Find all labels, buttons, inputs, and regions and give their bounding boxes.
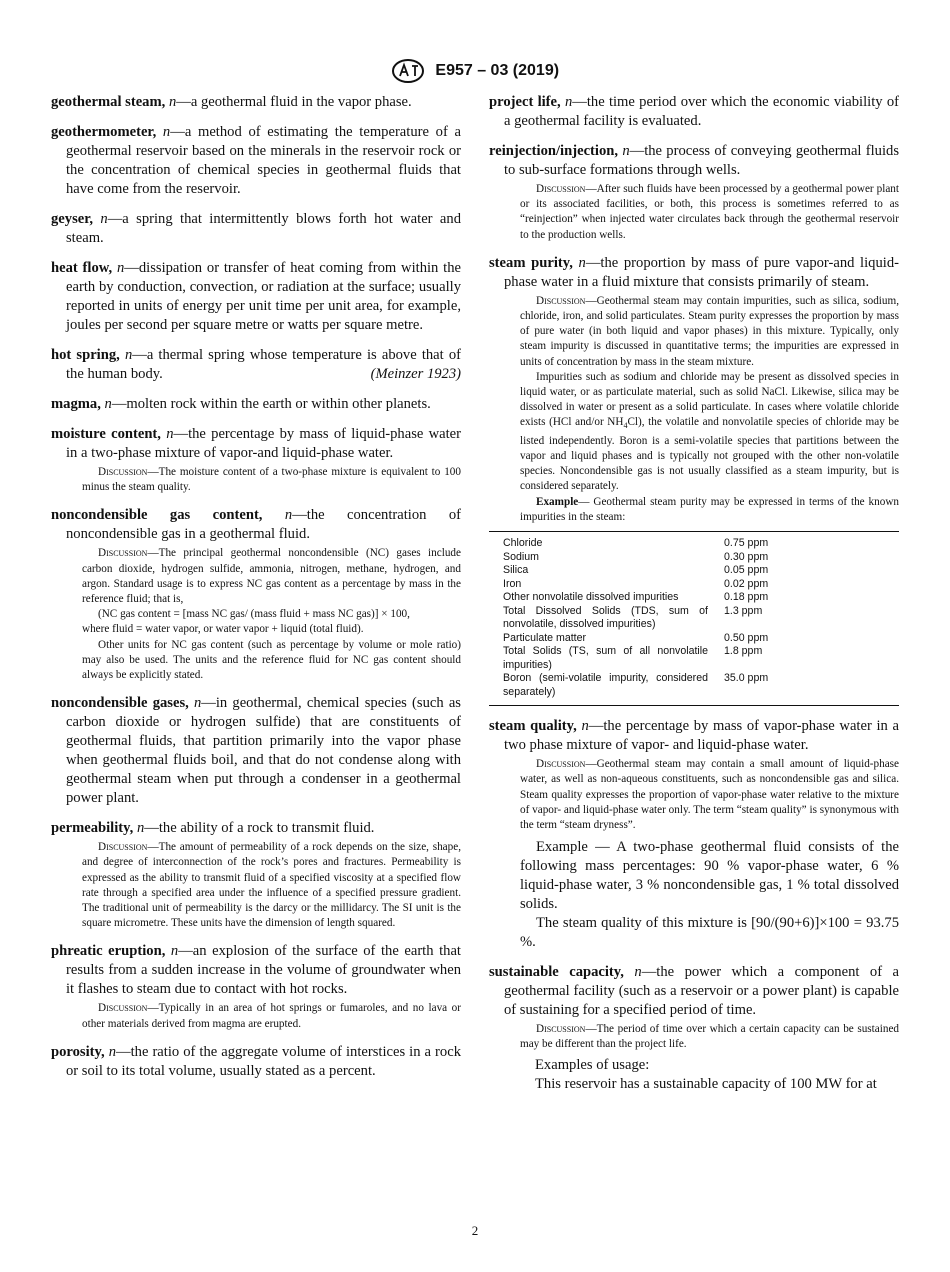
entry-geyser — [51, 210, 461, 248]
definition: —the ability of a rock to transmit fluid. — [144, 820, 375, 837]
part-of-speech: n — [104, 396, 112, 412]
part-of-speech: n — [564, 94, 573, 110]
term: permeability, — [51, 820, 134, 837]
discussion-continued — [520, 370, 899, 495]
definition: —the power which a component of a geothermal facility (such as a reservoir or a power plant) is capable of sustaining for a specified period of time. — [504, 964, 899, 1019]
impurity-value: 0.50 ppm — [724, 631, 769, 644]
entry-steam-quality — [489, 717, 899, 952]
discussion-label: Discussion — [536, 758, 586, 771]
standard-designation: E957 – 03 (2019) — [435, 62, 560, 80]
usage-heading: Examples of usage: — [535, 1056, 650, 1073]
discussion-label: Discussion — [98, 1002, 148, 1015]
term: geothermal steam, — [51, 94, 166, 110]
impurity-name: Iron — [503, 577, 522, 590]
definition: —the percentage by mass of vapor-phase water in a two phase mixture of vapor- and liquid-phase water. — [504, 718, 899, 754]
impurity-name: Other nonvolatile dissolved impurities — [503, 591, 679, 604]
formula-where: where fluid = water vapor, or water vapor + liquid (total fluid). — [82, 623, 364, 636]
part-of-speech: n — [108, 1043, 116, 1060]
part-of-speech: n — [634, 964, 642, 981]
part-of-speech: n — [284, 507, 293, 524]
discussion-text-a: Impurities such as sodium and chloride may be present as dissolved species in liquid water, or as particulate material, such as solid NaCl. Likewise, silica may be dissolved in water or present as a solid particulate. In cases where volatile chloride exists (HCl and/or NH — [520, 370, 899, 429]
term: heat flow, — [51, 260, 113, 276]
definition: —a geothermal fluid in the vapor phase. — [176, 94, 412, 110]
discussion-text: —Typically in an area of hot springs or fumaroles, and no lava or other materials derived from magma are erupted. — [82, 1002, 461, 1030]
table-row — [489, 564, 899, 578]
discussion-label: Discussion — [536, 1023, 586, 1036]
table-row — [489, 632, 899, 646]
term: noncondensible gases, — [51, 695, 189, 712]
usage-example: This reservoir has a sustainable capacity of 100 MW for at — [535, 1075, 877, 1092]
formula: (NC gas content = [mass NC gas/ (mass fluid + mass NC gas)] × 100, — [98, 608, 410, 621]
example-label: Example — [536, 495, 579, 508]
right-column — [489, 93, 899, 1105]
entry-reinjection — [489, 142, 899, 243]
discussion-text: —The principal geothermal noncondensible (NC) gases include carbon dioxide, hydrogen sulfide, ammonia, nitrogen, methane, hydrogen, and argon. Standard usage is to express NC gas content as a percentage by mass in the reference fluid; that is, — [82, 547, 461, 606]
example — [520, 495, 899, 525]
impurity-value: 1.3 ppm — [724, 604, 763, 617]
impurities-table-body — [489, 532, 899, 706]
term: noncondensible gas content, — [51, 507, 263, 524]
part-of-speech: n — [581, 718, 589, 735]
term: geyser, — [51, 211, 94, 227]
part-of-speech: n — [162, 124, 171, 140]
term: steam purity, — [489, 254, 573, 271]
definition: —molten rock within the earth or within other planets. — [111, 396, 431, 412]
definition: —a spring that intermittently blows forth hot water and steam. — [66, 211, 461, 246]
definition: —the process of conveying geothermal fluids to sub-surface formations through wells. — [504, 143, 899, 178]
discussion — [82, 1001, 461, 1031]
impurity-value: 0.18 ppm — [724, 591, 769, 604]
part-of-speech: n — [170, 943, 179, 960]
table-row — [489, 672, 899, 706]
definition: —the time period over which the economic viability of a geothermal facility is evaluated. — [504, 94, 899, 129]
impurity-value: 1.8 ppm — [724, 645, 763, 658]
discussion — [520, 294, 899, 370]
part-of-speech: n — [622, 143, 630, 159]
definition: —the ratio of the aggregate volume of interstices in a rock or soil to its total volume, usually stated as a percent. — [66, 1043, 461, 1079]
term: moisture content, — [51, 426, 161, 442]
part-of-speech: n — [136, 820, 145, 837]
discussion-text: —After such fluids have been processed by a geothermal power plant or its associated facilities, or both, this process is sometimes referred to as “reinjection” when injected water circulates back through the geothermal reservoir to the production wells. — [520, 183, 899, 241]
discussion-text: —The moisture content of a two-phase mixture is equivalent to 100 minus the steam quality. — [82, 466, 461, 494]
example-paragraph: Example — A two-phase geothermal fluid consists of the following mass percentages: 90 % vapor-phase water, 6 % liquid-phase water, 3 % noncondensible gas, 1 % total dissolved solids. — [520, 839, 899, 913]
impurity-name: Silica — [503, 564, 529, 577]
example-text: — Geothermal steam purity may be expressed in terms of the known impurities in the steam: — [520, 495, 899, 523]
part-of-speech: n — [578, 254, 586, 271]
discussion-text: —The period of time over which a certain capacity can be sustained may be different than the project life. — [520, 1023, 899, 1051]
impurity-value: 0.75 ppm — [724, 537, 769, 550]
table-row — [489, 532, 899, 551]
subscript: 4 — [623, 421, 628, 431]
part-of-speech: n — [193, 695, 202, 712]
entry-phreatic-eruption — [51, 942, 461, 1031]
impurities-table — [489, 531, 899, 706]
entry-steam-purity — [489, 254, 899, 706]
impurity-name: Total Dissolved Solids (TDS, sum of nonvolatile, dissolved impurities) — [503, 604, 708, 631]
entry-heat-flow — [51, 259, 461, 335]
part-of-speech: n — [100, 211, 108, 227]
definition: —a thermal spring whose temperature is above that of the human body. — [66, 347, 461, 382]
definition: —an explosion of the surface of the earth that results from a sudden increase in the volume of groundwater when it flashes to steam due to contact with hot rocks. — [66, 943, 461, 998]
entry-magma — [51, 395, 461, 414]
term: steam quality, — [489, 718, 577, 735]
discussion-label: Discussion — [536, 294, 586, 307]
page-header — [0, 58, 950, 84]
entry-geothermal-steam — [51, 93, 461, 112]
discussion-text: —Geothermal steam may contain a small amount of liquid-phase water, as well as non-aqueous constituents, such as noncondensible gas and silica. Steam quality expresses the proportion of vapor-phase water relative to the mixture of vapor- and liquid-phase water only. The term “steam quality” is synonymous with the term “steam dryness”. — [520, 758, 899, 831]
entry-project-life — [489, 93, 899, 131]
term: magma, — [51, 396, 101, 412]
impurity-value: 0.02 ppm — [724, 577, 769, 590]
impurity-name: Boron (semi-volatile impurity, considered separately) — [503, 672, 708, 698]
term: reinjection/injection, — [489, 143, 619, 159]
part-of-speech: n — [168, 94, 177, 110]
discussion-text: —Geothermal steam may contain impurities, such as silica, sodium, chloride, iron, and solid particulates. Steam purity expresses the proportion by mass of pure water (in both liquid and vapor phases) in this mixture. Typically, only steam impurity is discussed in quantitative terms; the impurities are expressed in units of concentration by mass in the steam mixture. — [520, 294, 899, 368]
entry-porosity — [51, 1043, 461, 1081]
left-column — [51, 93, 461, 1092]
term: phreatic eruption, — [51, 943, 166, 960]
table-row — [489, 578, 899, 592]
part-of-speech: n — [116, 260, 125, 276]
discussion-label: Discussion — [536, 183, 586, 195]
discussion-label: Discussion — [98, 466, 148, 478]
astm-logo-icon — [391, 58, 425, 84]
term: hot spring, — [51, 347, 120, 363]
impurity-value: 0.30 ppm — [724, 550, 769, 563]
table-row — [489, 605, 899, 632]
entry-noncondensible-gases — [51, 694, 461, 808]
impurity-name: Particulate matter — [503, 631, 587, 644]
part-of-speech: n — [124, 347, 133, 363]
discussion — [82, 546, 461, 607]
discussion — [82, 465, 461, 495]
discussion — [520, 757, 899, 833]
table-row — [489, 645, 899, 672]
discussion — [82, 840, 461, 931]
part-of-speech: n — [166, 426, 174, 442]
term: project life, — [489, 94, 561, 110]
entry-geothermometer — [51, 123, 461, 199]
discussion — [520, 1022, 899, 1052]
discussion-label: Discussion — [98, 547, 148, 560]
term: sustainable capacity, — [489, 964, 624, 981]
page-number: 2 — [471, 1223, 479, 1238]
definition: —the proportion by mass of pure vapor-and liquid-phase water in a fluid mixture that consists primarily of steam. — [504, 254, 899, 290]
definition: —dissipation or transfer of heat coming from within the earth by conduction, convection, or radiation at the surface; usually reported in units of energy per unit time per unit area, for example, joules per second per square metre or watts per square metre. — [66, 260, 461, 333]
definition: —in geothermal, chemical species (such as carbon dioxide or hydrogen sulfide) that are constituents of geothermal fluids, that partition primarily into the vapor phase when geothermal fluids boil, and that do not condense along with geothermal steam when put through a condenser in a geothermal power plant. — [66, 695, 461, 807]
entry-noncondensible-gas-content — [51, 506, 461, 683]
entry-permeability — [51, 819, 461, 931]
discussion-label: Discussion — [98, 841, 148, 854]
definition: —a method of estimating the temperature of a geothermal reservoir based on the minerals in the reservoir rock or the concentration of chemical species in geothermal fluids that have come from the reservoir. — [66, 124, 461, 197]
term: porosity, — [51, 1043, 105, 1060]
entry-sustainable-capacity — [489, 963, 899, 1093]
entry-hot-spring — [51, 346, 461, 384]
discussion-text: —The amount of permeability of a rock depends on the size, shape, and degree of interconnection of the rock’s pores and fractures. Permeability is expressed as the ability to transmit fluid of a specified viscosity at a specified flow rate through a specified area under the influence of a specified pressure gradient. The traditional unit of permeability is the darcy or the millidarcy. The SI unit is the square micrometre. These units have the dimension of length squared. — [82, 841, 461, 930]
table-row — [489, 551, 899, 565]
discussion — [520, 182, 899, 243]
table-row — [489, 591, 899, 605]
term: geothermometer, — [51, 124, 157, 140]
reference-citation: (Meinzer 1923) — [370, 366, 461, 382]
calculation-paragraph: The steam quality of this mixture is [90/(90+6)]×100 = 93.75 %. — [520, 915, 899, 951]
impurity-name: Sodium — [503, 550, 539, 563]
discussion-continued: Other units for NC gas content (such as percentage by volume or mole ratio) may also be used. The units and the reference fluid for NC gas content should always be explicitly stated. — [82, 638, 461, 682]
impurity-value: 0.05 ppm — [724, 564, 769, 577]
definition: —the concentration of noncondensible gas in a geothermal fluid. — [66, 507, 462, 543]
definition: —the percentage by mass of liquid-phase water in a two-phase mixture of vapor-and liquid-phase water. — [66, 426, 461, 461]
impurity-name: Chloride — [503, 537, 543, 550]
discussion-text-b: Cl), the volatile and nonvolatile species of chloride may be listed independently. Boron is a semi-volatile species that partitions between the vapor and liquid phases and is typically not grouped with the other non-volatile species. Noncondensible gas is not usually classified as a steam impurity, but is considered separately. — [520, 416, 899, 493]
impurity-name: Total Solids (TS, sum of all nonvolatile impurities) — [503, 645, 708, 671]
entry-moisture-content — [51, 425, 461, 495]
impurity-value: 35.0 ppm — [724, 672, 769, 685]
